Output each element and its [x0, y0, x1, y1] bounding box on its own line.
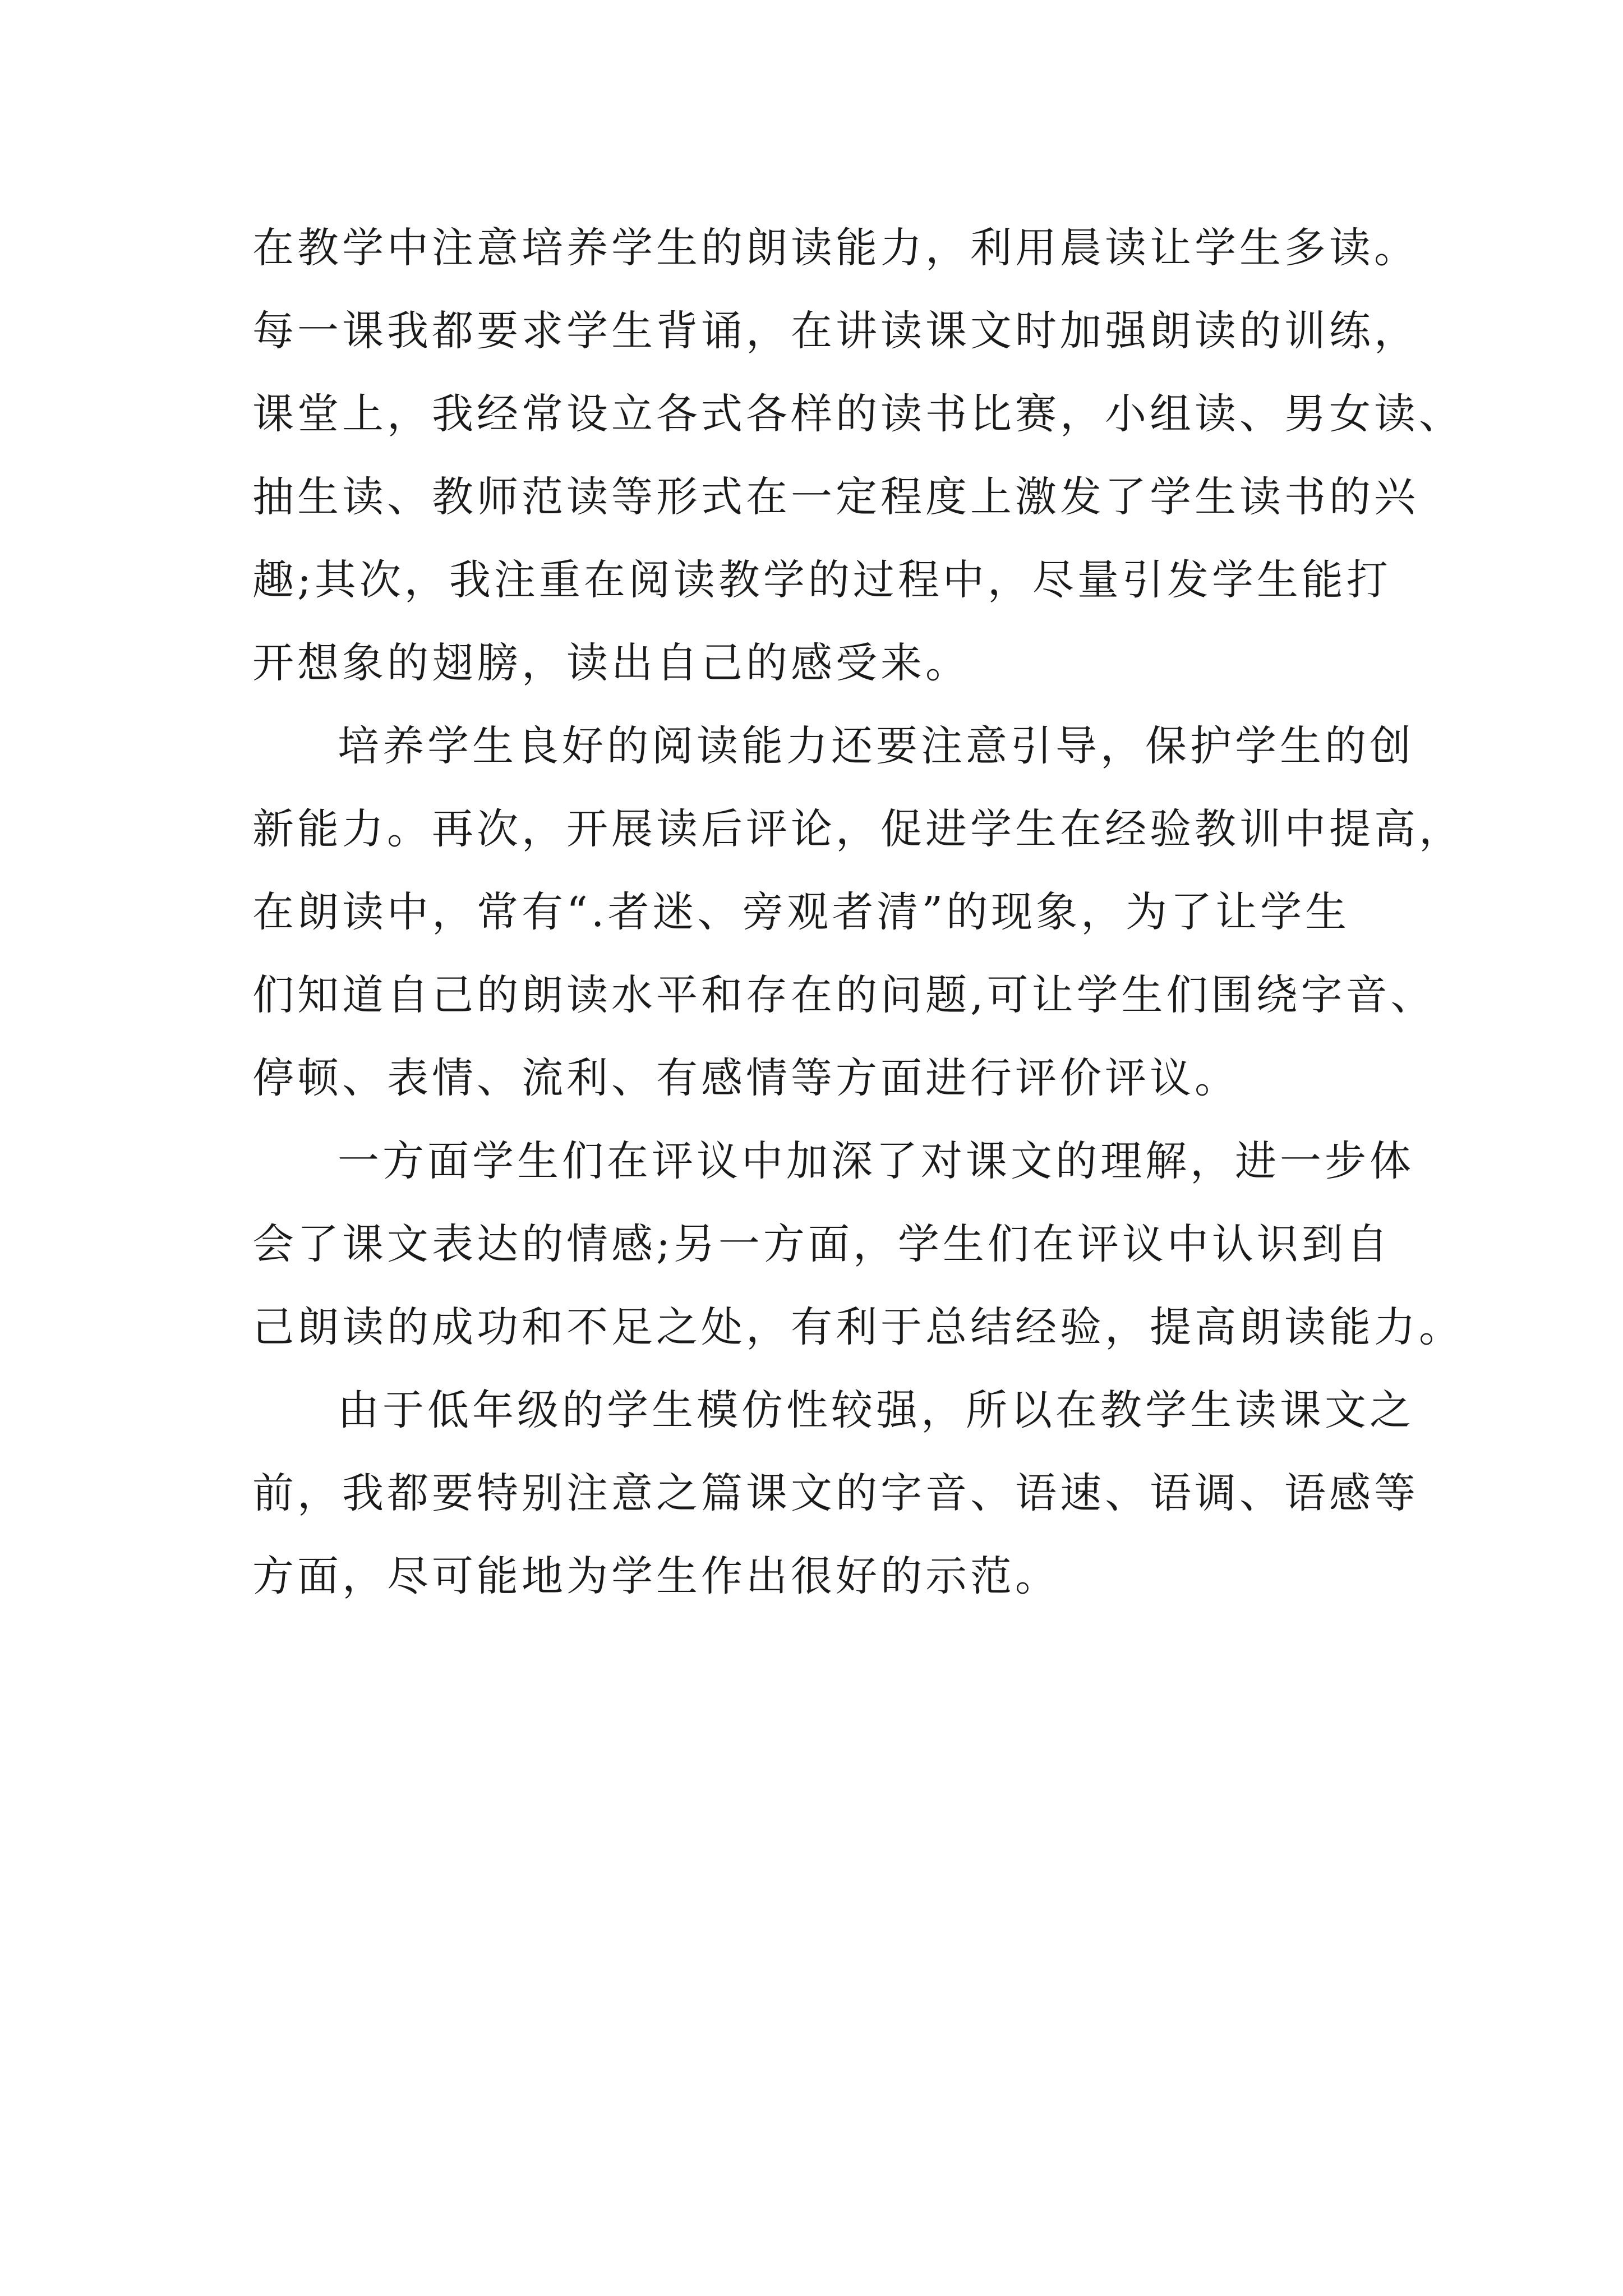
text-line: 们知道自己的朗读水平和存在的问题,可让学生们围绕字音、: [252, 971, 1436, 1019]
text-line: 开想象的翅膀，读出自己的感受来。: [252, 639, 970, 687]
body-text: [252, 206, 1464, 1618]
text-line: 在教学中注意培养学生的朗读能力，利用晨读让学生多读。: [252, 224, 1419, 272]
text-line: 趣;其次，我注重在阅读教学的过程中，尽量引发学生能打: [252, 556, 1391, 604]
text-line: 己朗读的成功和不足之处，有利于总结经验，提高朗读能力。: [252, 1303, 1464, 1351]
text-line: 抽生读、教师范读等形式在一定程度上激发了学生读书的兴: [252, 473, 1419, 521]
text-line: 停顿、表情、流利、有感情等方面进行评价评议。: [252, 1054, 1239, 1102]
paragraph-first-line: 培养学生良好的阅读能力还要注意引导，保护学生的创: [338, 722, 1414, 770]
text-line: 课堂上，我经常设立各式各样的读书比赛，小组读、男女读、: [252, 390, 1464, 438]
text-line: 每一课我都要求学生背诵，在讲读课文时加强朗读的训练，: [252, 307, 1419, 355]
text-line: 新能力。再次，开展读后评论，促进学生在经验教训中提高，: [252, 805, 1464, 853]
text-line: 前，我都要特别注意之篇课文的字音、语速、语调、语感等: [252, 1469, 1419, 1517]
text-line: 方面，尽可能地为学生作出很好的示范。: [252, 1552, 1060, 1600]
text-line: 会了课文表达的情感;另一方面，学生们在评议中认识到自: [252, 1220, 1391, 1268]
paragraph-first-line: 一方面学生们在评议中加深了对课文的理解，进一步体: [338, 1137, 1414, 1185]
text-line: 在朗读中，常有“.者迷、旁观者清”的现象，为了让学生: [252, 888, 1350, 936]
paragraph-first-line: 由于低年级的学生模仿性较强，所以在教学生读课文之: [338, 1386, 1414, 1434]
